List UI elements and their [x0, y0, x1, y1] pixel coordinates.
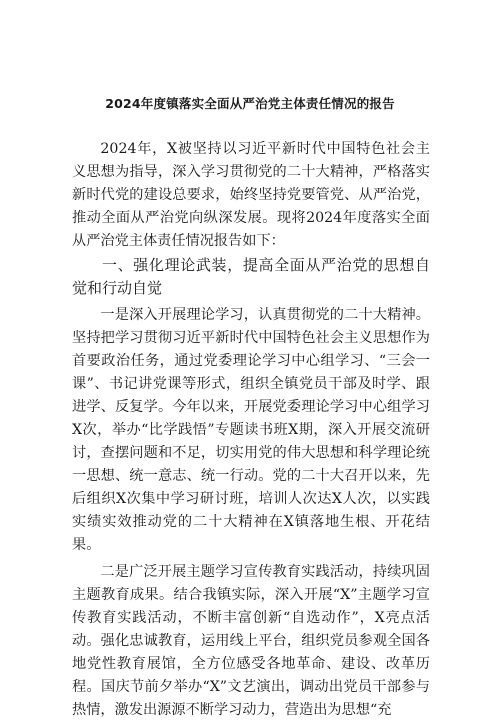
- intro-paragraph: 2024年，X被坚持以习近平新时代中国特色社会主义思想为指导，深入学习贯彻党的二十大精神，严格落实新时代党的建设总要求，始终坚持党要管党、从严治党，推动全面从严治党向纵深发展。现将2024年度落实全面从严治党主体责任情况报告如下：: [72, 141, 430, 249]
- body-paragraph: 二是广泛开展主题学习宣传教育实践活动，持续巩固主题教育成果。结合我镇实际，深入开展“X”主题学习宣传教育实践活动，不断丰富创新“自选动作”，X亮点活动。强化忠诚教育，运用线上平台，组织党员参观全国各地党性教育展馆，全方位感受各地革命、建设、改革历程。国庆节前夕举办“X”文艺演出，调动出党员干部参与热情，激发出源源不断学习动力，营造出为思想“充: [72, 564, 430, 718]
- body-paragraph: 一是深入开展理论学习，认真贯彻党的二十大精神。坚持把学习贯彻习近平新时代中国特色社会主义思想作为首要政治任务，通过党委理论学习中心组学习、“三会一课”、书记讲党课等形式，组织全镇党员干部及时学、跟进学、反复学。今年以来，开展党委理论学习中心组学习X次，举办“比学践悟”专题读书班X期，深入开展交流研讨，查摆问题和不足，切实用党的伟大思想和科学理论统一思想、统一意志、统一行动。党的二十大召开以来，先后组织X次集中学习研讨班，培训人次达X人次，以实践实绩实效推动党的二十大精神在X镇落地生根、开花结果。: [72, 307, 430, 553]
- document-title: 2024年度镇落实全面从严治党主体责任情况的报告: [105, 96, 395, 111]
- section-heading: 一、强化理论武装，提高全面从严治党的思想自觉和行动自觉: [72, 256, 430, 297]
- document-body: [72, 138, 430, 722]
